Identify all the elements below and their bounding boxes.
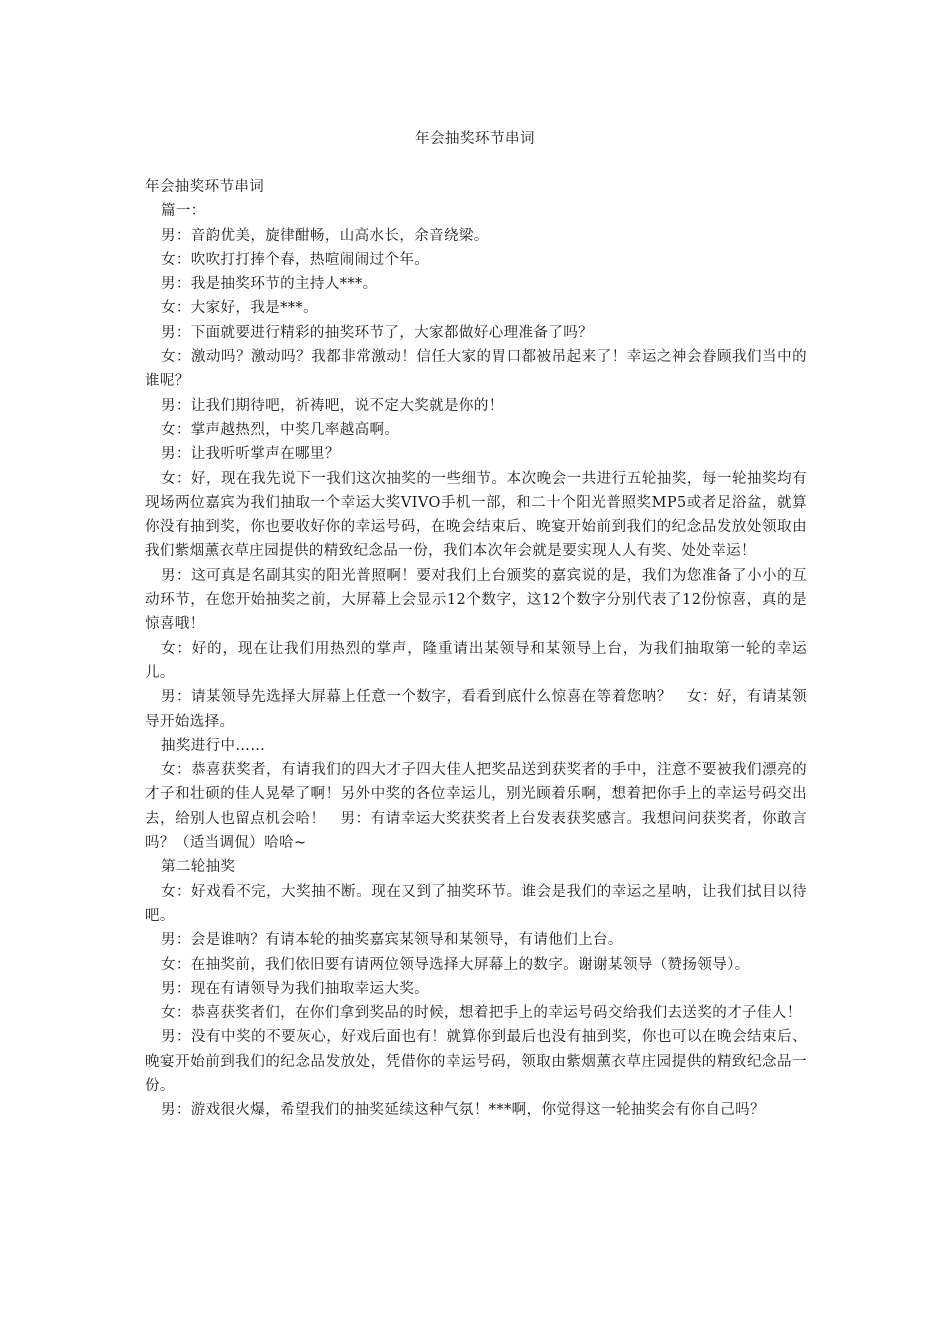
paragraph: 女：好戏看不完，大奖抽不断。现在又到了抽奖环节。谁会是我们的幸运之星呐，让我们拭目以待吧。 — [145, 883, 807, 924]
paragraph: 女：恭喜获奖者们，在你们拿到奖品的时候，想着把手上的幸运号码交给我们去送奖的才子佳人！ — [160, 1005, 802, 1022]
paragraph: 男：现在有请领导为我们抽取幸运大奖。 — [160, 980, 430, 997]
paragraph: 女：激动吗？激动吗？我都非常激动！信任大家的胃口都被吊起来了！幸运之神会眷顾我们当中的谁呢？ — [145, 349, 807, 390]
paragraph: 女：在抽奖前，我们依旧要有请两位领导选择大屏幕上的数字。谢谢某领导（赞扬领导）。 — [160, 956, 750, 973]
paragraph: 男：让我们期待吧，祈祷吧，说不定大奖就是你的！ — [160, 397, 504, 414]
paragraph: 女：吹吹打打捧个春，热喧闹闹过个年。 — [160, 251, 430, 268]
paragraph: 女：好的，现在让我们用热烈的掌声，隆重请出某领导和某领导上台，为我们抽取第一轮的幸运儿。 — [145, 640, 807, 681]
paragraph: 男：游戏很火爆，希望我们的抽奖延续这种气氛！***啊，你觉得这一轮抽奖会有你自己吗？ — [160, 1102, 765, 1119]
paragraph: 男：这可真是名副其实的阳光普照啊！要对我们上台颁奖的嘉宾说的是，我们为您准备了小小的互动环节，在您开始抽奖之前，大屏幕上会显示12个数字，这12个数字分别代表了12份惊喜，真的是惊喜哦！ — [145, 567, 807, 633]
paragraph: 男：会是谁呐？有请本轮的抽奖嘉宾某领导和某领导，有请他们上台。 — [160, 932, 623, 949]
paragraph: 男：我是抽奖环节的主持人***。 — [160, 276, 378, 293]
section-heading: 第二轮抽奖 — [160, 859, 236, 876]
paragraph: 男：请某领导先选择大屏幕上任意一个数字，看看到底什么惊喜在等着您呐？ 女：好，有请某领导开始选择。 — [145, 689, 807, 730]
paragraph: 男：没有中奖的不要灰心，好戏后面也有！就算你到最后也没有抽到奖，你也可以在晚会结束后、晚宴开始前到我们的纪念品发放处，凭借你的幸运号码，领取由紫烟薰衣草庄园提供的精致纪念品一份。 — [145, 1029, 807, 1094]
document-body — [145, 175, 807, 1123]
document-title: 年会抽奖环节串词 — [415, 131, 535, 147]
document-subtitle: 年会抽奖环节串词 — [145, 179, 265, 195]
paragraph: 女：大家好，我是***。 — [160, 300, 318, 317]
paragraph: 男：让我听听掌声在哪里？ — [160, 446, 340, 463]
paragraph: 女：好，现在我先说下一我们这次抽奖的一些细节。本次晚会一共进行五轮抽奖，每一轮抽奖均有现场两位嘉宾为我们抽取一个幸运大奖VIVO手机一部，和二十个阳光普照奖MP5或者足浴盆，就算你没有抽到奖，你也要收好你的幸运号码，在晚会结束后、晚宴开始前到我们的纪念品发放处领取由我们紫烟薰衣草庄园提供的精致纪念品一份，我们本次年会就是要实现人人有奖、处处幸运！ — [145, 470, 807, 560]
paragraph: 女：掌声越热烈，中奖几率越高啊。 — [160, 421, 400, 438]
section-label: 抽奖进行中…… — [160, 737, 266, 754]
paragraph: 男：下面就要进行精彩的抽奖环节了，大家都做好心理准备了吗？ — [160, 324, 594, 341]
paragraph: 男：音韵优美，旋律酣畅，山高水长，余音绕梁。 — [160, 227, 489, 244]
paragraph: 女：恭喜获奖者，有请我们的四大才子四大佳人把奖品送到获奖者的手中，注意不要被我们漂亮的才子和壮硕的佳人晃晕了啊！另外中奖的各位幸运儿，别光顾着乐啊，想着把你手上的幸运号码交出去，给别人也留点机会哈！ 男：有请幸运大奖获奖者上台发表获奖感言。我想问问获奖者，你敢言吗？（适当调侃）哈哈~ — [145, 762, 807, 852]
paragraph: 篇一： — [160, 203, 206, 220]
